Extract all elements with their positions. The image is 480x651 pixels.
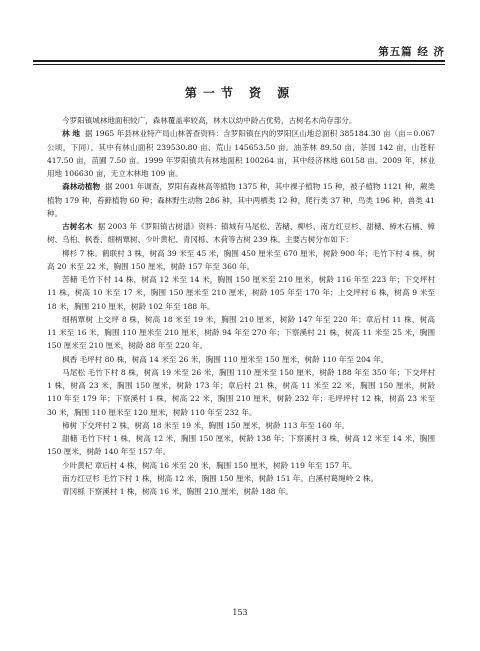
paragraph-text: 马尾松 毛竹下村 8 株，树高 19 米至 26 米，胸围 110 厘米至 150 厘米，树龄 188 年至 350 年；下交坪村 1 株，树高 23 米，胸围 150 厘米，树龄 173 年；章后村 21 株，树高 11 米至 22 米，胸围 150 厘米，树龄 110 年至 179 年；下察溪村 1 株，树高 22 米，胸围 210 厘米，树龄 232 年；毛坪坪村 12 株，树高 23 米至 30 米，胸围 110 厘米至 120 厘米，树龄 110 年至 232 年。 [47,367,435,417]
paragraph-text: 甜槠 毛竹下村 1 株，树高 12 米，胸围 150 厘米，树龄 138 年；下察溪村 3 株，树高 12 米至 14 米，胸围 150 厘米，树龄 140 年至 157 年。 [47,434,435,457]
paragraph-term: 林 地 [62,129,80,139]
paragraph-tree-entry [47,432,435,459]
running-head: 第五篇 经 济 [378,46,445,58]
paragraph-text: 细柄覃树 上交坪 8 株，树高 18 米至 19 米，胸围 210 厘米，树龄 147 年至 220 年；章后村 11 株，树高 11 米至 16 米，胸围 110 厘米至 210 厘米，树龄 94 年至 270 年；下察溪村 21 株，树高 11 米至 25 米，胸围 150 厘米至 210 厘米，树龄 88 年至 220 年。 [47,314,435,351]
paragraph-text: 苦槠 毛竹下村 14 株，树高 12 米至 14 米，胸围 150 厘米至 210 厘米，树龄 116 年至 223 年；下交坪村 11 株，树高 10 米至 17 米，胸围 150 厘米至 210 厘米，树龄 105 年至 170 年；上交坪村 6 株，树高 9 米至 18 米，胸围 210 厘米，树龄 102 年至 188 年。 [47,275,435,311]
paragraph-term: 古树名木 [62,222,93,231]
paragraph-tree-entry [47,459,435,472]
page-number: 153 [232,608,248,617]
paragraph-ancient-trees [47,220,435,247]
paragraph-tree-entry [47,366,435,419]
paragraph-text: 今罗阳镇城林地面积较广，森林覆盖率较高，林木以幼中龄占优势，古树名木尚存部分。 [62,116,357,125]
paragraph-intro [47,114,435,127]
paragraph-text: 樟树 下交坪村 2 株，树高 18 米至 19 米，胸围 150 厘米，树龄 113 年至 160 年。 [62,420,350,430]
paragraph-tree-entry [47,273,435,313]
paragraph-tree-entry [47,485,435,498]
paragraph-tree-entry [47,419,435,432]
section-title: 第一节 资 源 [184,86,296,100]
paragraph-text: 少叶黄杞 章后村 4 株，树高 16 米至 20 米，胸围 150 厘米，树龄 119 年至 157 年。 [62,460,357,470]
paragraph-text: 青冈栎 下察溪村 1 株，树高 16 米，胸围 210 厘米，树龄 188 年。 [62,487,293,496]
paragraph-text: 南方红豆杉 毛竹下村 1 株，树高 12 米，胸围 150 厘米，树龄 151 年。白溪村葛绳岭 2 株。 [62,473,378,483]
header-rule-thin [33,64,445,65]
paragraph-text: 枫香 毛坪村 80 株，树高 14 米至 26 米，胸围 110 厘米至 150 厘米，树龄 110 年至 204 年。 [62,354,389,364]
paragraph-forest-land [47,127,435,180]
header-rule-thick [33,60,445,62]
paragraph-tree-entry [47,313,435,353]
paragraph-tree-entry [47,353,435,366]
paragraph-term: 森林动植物 [62,182,101,192]
paragraph-text: 据 1965 年县林业特产局山林普查资料：含罗阳镇在内的罗阳区山地总面积 385184.30 亩（亩＝0.067 公顷，下同），其中有林山面积 239530.80 亩、荒山 145653.50 亩。油茶林 89.50 亩，茶园 142 亩，山苍籽 417.50 亩，苗圃 7.50 亩。1999 年罗阳镇共有林地面积 100264 亩，其中经济林地 60158 亩。2009 年，林业用地 106630 亩，无立木林地 109 亩。 [47,129,435,178]
paragraph-tree-entry [47,472,435,485]
body-text [47,114,435,498]
paragraph-text: 据 2003 年《罗阳镇古树谱》资料：镇城有马尾松、苦槠、柳杉、南方红豆杉、甜槠、樟木石楠、樟树、乌桕、枫香、细柄覃树、少叶黄杞、青冈栎、木荷等古树 239 株。主要古树分布如下： [47,222,435,245]
paragraph-text: 据 2001 年调查，罗阳有森林高等植物 1375 种，其中裸子植物 15 种，被子植物 1121 种，蕨类植物 179 种，苔藓植物 60 种；森林野生动物 286 种，其中两栖类 12 种，爬行类 37 种，鸟类 196 种，兽类 41 种。 [47,182,435,218]
paragraph-tree-entry [47,247,435,274]
paragraph-flora-fauna [47,180,435,220]
paragraph-text: 柳杉 7 株。鹤联村 3 株，树高 39 米至 45 米，胸围 450 厘米至 670 厘米，树龄 900 年；毛竹下村 4 株，树高 20 米至 22 米，胸围 150 厘米，树龄 157 年至 360 年。 [47,248,435,271]
